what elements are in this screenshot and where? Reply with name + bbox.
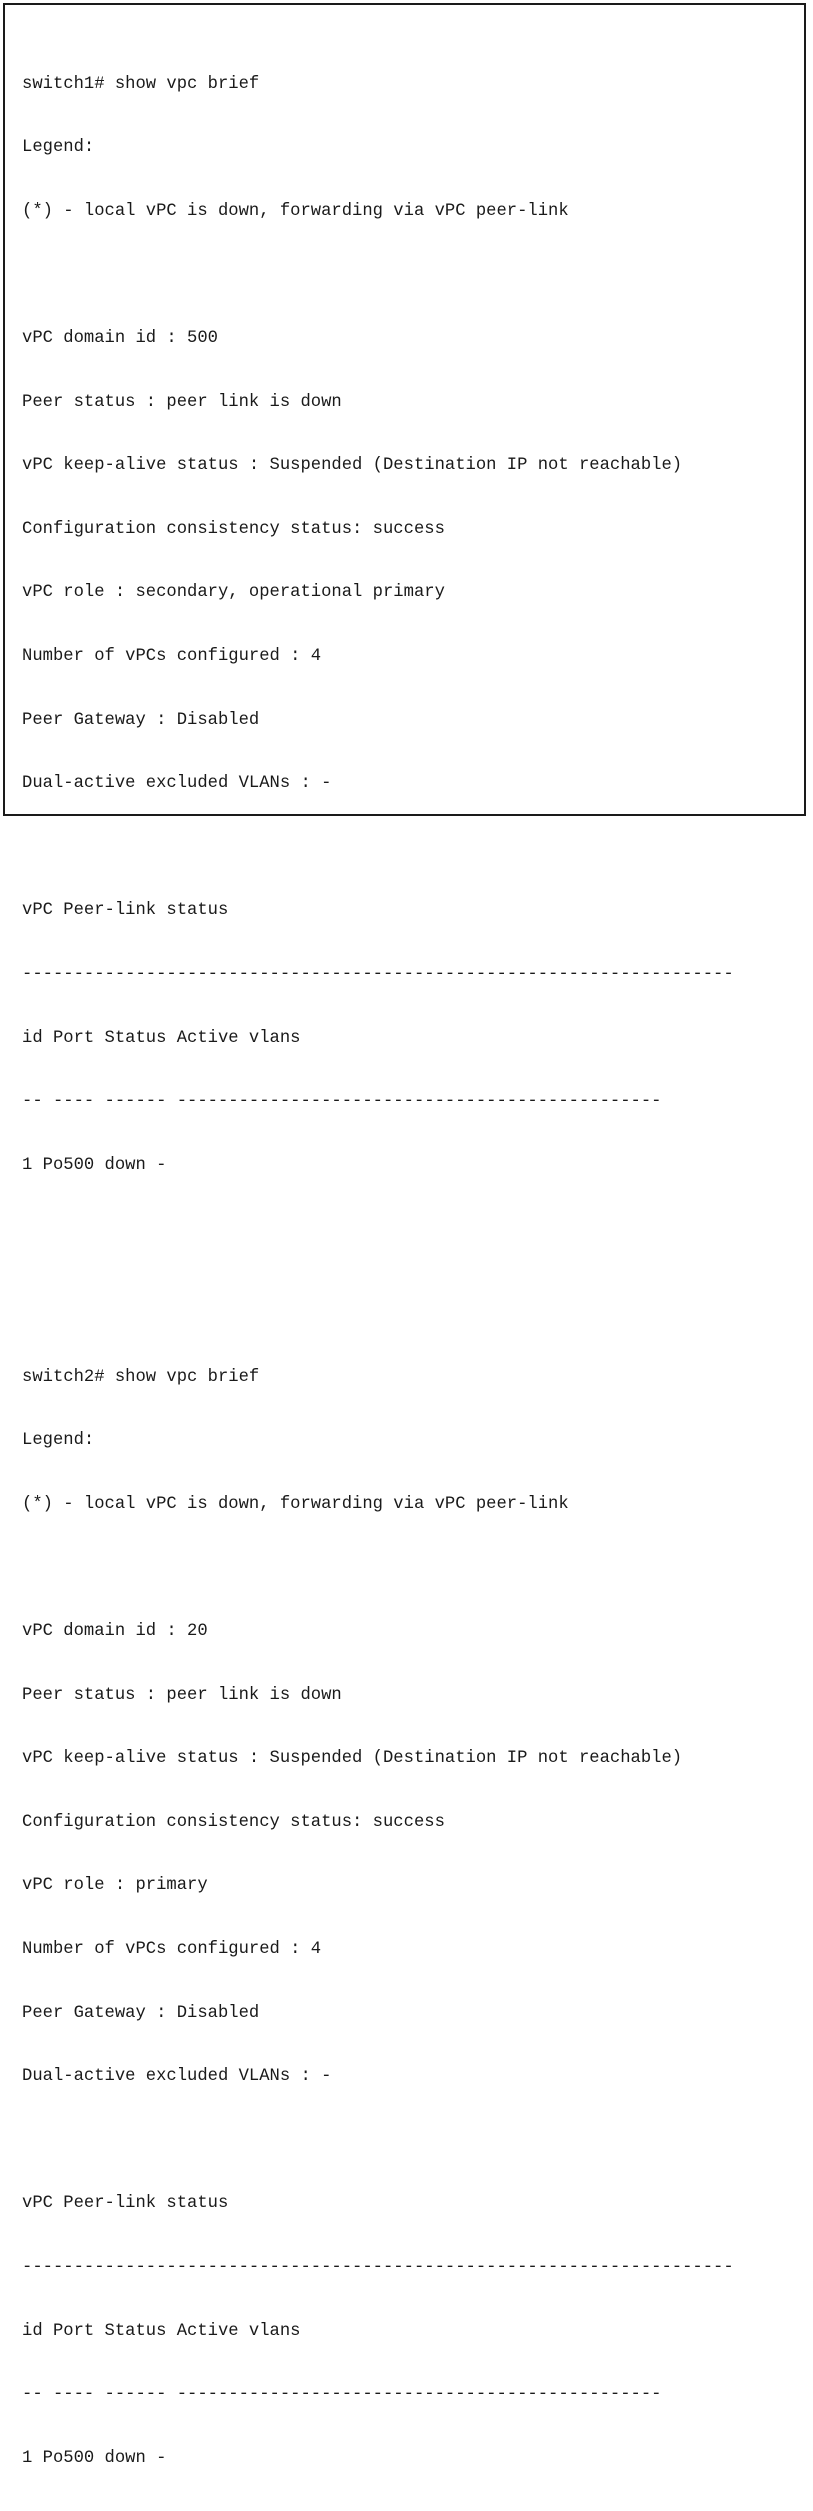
switch1-legend-title: Legend: xyxy=(22,138,95,158)
switch1-peer-status: Peer status : peer link is down xyxy=(22,392,342,412)
blank-line xyxy=(22,1557,734,1578)
switch1-consistency-status: Configuration consistency status: success xyxy=(22,519,445,539)
switch2-separator: --------------------------------------------------------------------- xyxy=(22,2258,734,2277)
switch1-domain-id: vPC domain id : 500 xyxy=(22,328,218,348)
switch2-num-vpcs: Number of vPCs configured : 4 xyxy=(22,1940,322,1960)
switch2-consistency-status: Configuration consistency status: success xyxy=(22,1812,445,1832)
switch2-table-rule: -- ---- ------ ----------------------------------------------- xyxy=(22,2385,662,2405)
switch1-keepalive-status: vPC keep-alive status : Suspended (Destination IP not reachable) xyxy=(22,456,683,476)
switch1-peer-link-title: vPC Peer-link status xyxy=(22,901,229,921)
switch1-peer-gateway: Peer Gateway : Disabled xyxy=(22,710,260,730)
switch2-peer-status: Peer status : peer link is down xyxy=(22,1685,342,1705)
switch2-peer-link-title: vPC Peer-link status xyxy=(22,2194,229,2214)
switch2-peer-gateway: Peer Gateway : Disabled xyxy=(22,2003,260,2023)
switch1-num-vpcs: Number of vPCs configured : 4 xyxy=(22,646,322,666)
switch2-keepalive-status: vPC keep-alive status : Suspended (Destination IP not reachable) xyxy=(22,1749,683,1769)
switch1-command-prompt: switch1# show vpc brief xyxy=(22,74,260,94)
switch2-table-row: 1 Po500 down - xyxy=(22,2448,167,2468)
terminal-output-frame xyxy=(3,3,806,2468)
switch1-legend-text: (*) - local vPC is down, forwarding via vPC peer-link xyxy=(22,201,569,221)
switch2-domain-id: vPC domain id : 20 xyxy=(22,1622,208,1642)
blank-line xyxy=(22,2130,734,2151)
switch2-command-prompt: switch2# show vpc brief xyxy=(22,1367,260,1387)
switch2-legend-title: Legend: xyxy=(22,1431,95,1451)
switch1-table-rule: -- ---- ------ ----------------------------------------------- xyxy=(22,1092,662,1112)
switch1-separator: --------------------------------------------------------------------- xyxy=(22,964,734,984)
switch2-table-header: id Port Status Active vlans xyxy=(22,2321,301,2341)
switch1-table-row: 1 Po500 down - xyxy=(22,1155,167,1175)
switch2-dual-active-vlans: Dual-active excluded VLANs : - xyxy=(22,2067,332,2087)
cli-output xyxy=(22,10,734,2511)
blank-line xyxy=(22,837,734,858)
switch1-dual-active-vlans: Dual-active excluded VLANs : - xyxy=(22,774,332,794)
blank-line xyxy=(22,264,734,285)
blank-line xyxy=(22,1282,734,1303)
switch2-vpc-role: vPC role : primary xyxy=(22,1876,208,1896)
switch1-vpc-role: vPC role : secondary, operational primary xyxy=(22,583,445,603)
switch2-legend-text: (*) - local vPC is down, forwarding via vPC peer-link xyxy=(22,1494,569,1514)
switch1-table-header: id Port Status Active vlans xyxy=(22,1028,301,1048)
blank-line xyxy=(22,1218,734,1239)
